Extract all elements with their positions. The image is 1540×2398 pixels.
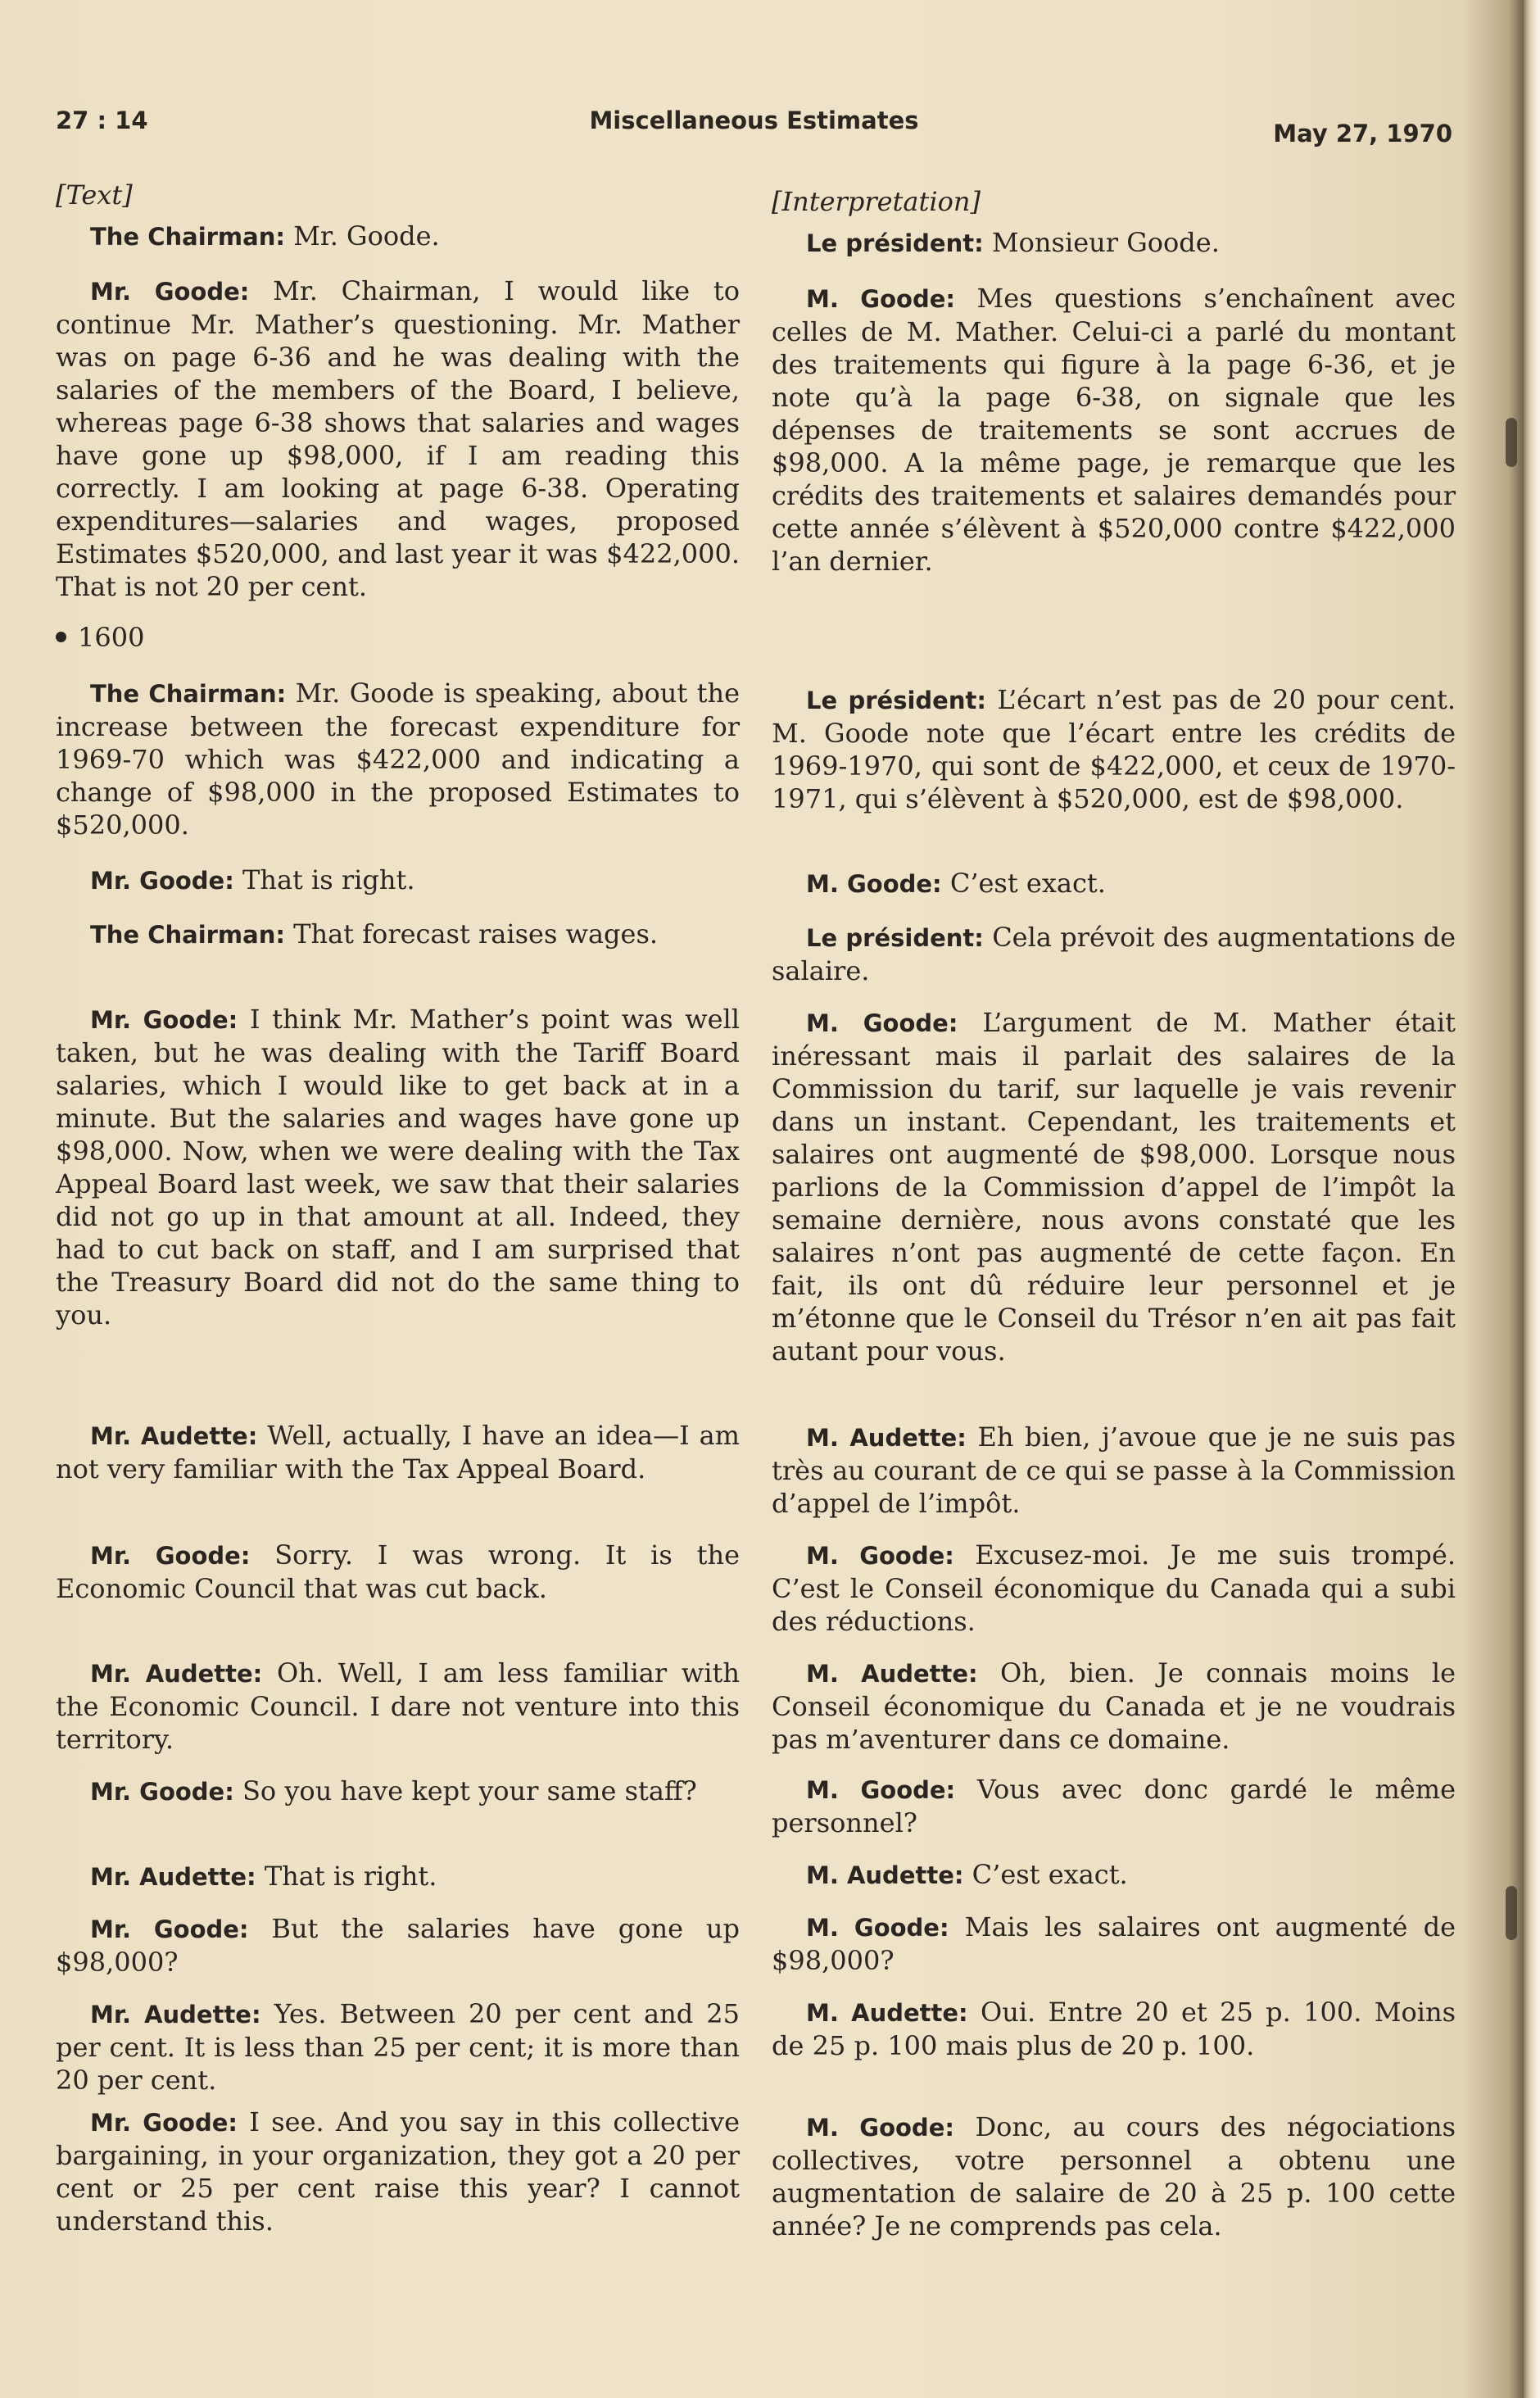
speech-paragraph bbox=[56, 1657, 740, 1756]
speaker-name: Mr. Goode: bbox=[90, 1915, 249, 1943]
speech-paragraph bbox=[772, 1006, 1456, 1367]
speech-paragraph bbox=[56, 1003, 740, 1331]
speaker-name: M. Goode: bbox=[806, 1776, 956, 1804]
speech-text: Excusez-moi. Je me suis trompé. C’est le Conseil économique du Canada qui a subi des réductions. bbox=[772, 1539, 1456, 1637]
speaker-name: Mr. Audette: bbox=[90, 1660, 263, 1688]
speech-text: Monsieur Goode. bbox=[991, 227, 1220, 258]
speech-paragraph bbox=[772, 226, 1456, 260]
speaker-name: Mr. Audette: bbox=[90, 2001, 261, 2029]
page-date: May 27, 1970 bbox=[1273, 120, 1452, 147]
speech-paragraph bbox=[772, 683, 1456, 815]
speech-text: C’est exact. bbox=[972, 1859, 1128, 1890]
speech-text: I see. And you say in this collective bargaining, in your organization, they got a 20 per cent or 25 per cent raise this year? I cannot understand this. bbox=[56, 2106, 741, 2237]
speech-paragraph bbox=[772, 2110, 1456, 2242]
speech-text: Oh, bien. Je connais moins le Conseil économique du Canada et je ne voudrais pas m’aventurer dans ce domaine. bbox=[772, 1657, 1456, 1755]
speech-paragraph bbox=[56, 1775, 740, 1808]
speaker-name: Mr. Goode: bbox=[90, 2109, 238, 2137]
speech-text: Cela prévoit des augmentations de salaire. bbox=[772, 922, 1456, 986]
column-label: [Text] bbox=[56, 179, 133, 211]
speech-paragraph bbox=[56, 1997, 740, 2097]
speaker-name: M. Goode: bbox=[806, 1009, 958, 1037]
speech-paragraph bbox=[772, 1996, 1456, 2062]
speech-text: L’écart n’est pas de 20 pour cent. M. Goode note que l’écart entre les crédits de 1969-1970, qui sont de $422,000, et ceux de 1970-1971, qui s’élèvent à $520,000, est de $98,000. bbox=[772, 684, 1456, 814]
speech-text: L’argument de M. Mather était inéressant mais il parlait des salaires de la Commission du tarif, sur laquelle je vais revenir dans un instant. Cependant, les traitements et salaires ont augmenté de $98,000. Lorsque nous parlions de la Commission d’appel de l’impôt la semaine dernière, nous avons constaté que les salaires n’ont pas augmenté de cette façon. En fait, ils ont dû réduire leur personnel et je m’étonne que le Conseil du Trésor n’en ait pas fait autant pour vous. bbox=[772, 1007, 1456, 1367]
speaker-name: M. Goode: bbox=[806, 1542, 954, 1570]
speaker-name: The Chairman: bbox=[90, 680, 287, 708]
speech-paragraph bbox=[56, 2106, 740, 2237]
time-marker bbox=[56, 621, 144, 654]
speaker-name: Mr. Goode: bbox=[90, 867, 234, 895]
speech-paragraph bbox=[772, 1421, 1456, 1520]
speaker-name: M. Goode: bbox=[806, 2114, 954, 2142]
column-label: [Interpretation] bbox=[772, 186, 981, 217]
speech-text: That is right. bbox=[264, 1861, 437, 1892]
page-number: 27 : 14 bbox=[56, 107, 148, 134]
speech-text: Eh bien, j’avoue que je ne suis pas très au courant de ce qui se passe à la Commission d’appel de l’impôt. bbox=[772, 1421, 1456, 1519]
speaker-name: Le président: bbox=[806, 924, 984, 952]
speaker-name: M. Audette: bbox=[806, 1999, 968, 2027]
binding-ring bbox=[1506, 1886, 1517, 1940]
speech-text: That forecast raises wages. bbox=[293, 918, 659, 950]
speech-paragraph bbox=[56, 274, 740, 603]
speaker-name: Mr. Goode: bbox=[90, 1006, 238, 1034]
speech-text: I think Mr. Mather’s point was well taken, but he was dealing with the Tariff Board salaries, which I would like to get back at in a minute. But the salaries and wages have gone up $98,000. Now, when we were dealing with the Tax Appeal Board last week, we saw that their salaries did not go up in that amount at all. Indeed, they had to cut back on staff, and I am surprised that the Treasury Board did not do the same thing to you. bbox=[56, 1004, 741, 1330]
speaker-name: M. Goode: bbox=[806, 285, 955, 313]
speech-paragraph bbox=[56, 1860, 740, 1893]
speech-paragraph bbox=[772, 867, 1456, 900]
speech-paragraph bbox=[772, 1911, 1456, 1977]
speech-paragraph bbox=[772, 1773, 1456, 1839]
speech-text: Mr. Chairman, I would like to continue Mr. Mather’s questioning. Mr. Mather was on page 6-36 and he was dealing with the salaries of the members of the Board, I believe, whereas page 6-38 shows that salaries and wages have gone up $98,000, if I am reading this correctly. I am looking at page 6-38. Operating expenditures—salaries and wages, proposed Estimates $520,000, and last year it was $422,000. That is not 20 per cent. bbox=[56, 275, 741, 602]
speech-text: But the salaries have gone up $98,000? bbox=[56, 1913, 741, 1978]
speech-paragraph bbox=[772, 1657, 1456, 1756]
page-header bbox=[56, 107, 1452, 156]
speech-paragraph bbox=[56, 918, 740, 951]
speech-text: That is right. bbox=[242, 864, 415, 895]
time-marker-text: 1600 bbox=[78, 622, 145, 653]
speaker-name: Mr. Goode: bbox=[90, 278, 250, 306]
speaker-name: Le président: bbox=[806, 687, 986, 714]
speaker-name: M. Goode: bbox=[806, 1914, 949, 1942]
section-title: Miscellaneous Estimates bbox=[589, 107, 919, 134]
speech-text: Donc, au cours des négociations collectives, votre personnel a obtenu une augmentation de salaire de 20 à 25 p. 100 cette année? Je ne comprends pas cela. bbox=[772, 2111, 1456, 2242]
speech-paragraph bbox=[56, 1912, 740, 1979]
speech-paragraph bbox=[56, 864, 740, 897]
speaker-name: Mr. Goode: bbox=[90, 1778, 234, 1806]
speech-paragraph bbox=[56, 1419, 740, 1485]
speech-text: Well, actually, I have an idea—I am not very familiar with the Tax Appeal Board. bbox=[56, 1420, 740, 1485]
speech-text: Mr. Goode. bbox=[293, 220, 440, 252]
speaker-name: The Chairman: bbox=[90, 223, 285, 251]
speech-paragraph bbox=[772, 1539, 1456, 1638]
speech-text: Yes. Between 20 per cent and 25 per cent. It is less than 25 per cent; it is more than 20 per cent. bbox=[56, 1998, 741, 2096]
speaker-name: Mr. Audette: bbox=[90, 1863, 256, 1891]
speaker-name: Mr. Goode: bbox=[90, 1542, 251, 1570]
speech-paragraph bbox=[772, 282, 1456, 578]
book-binding-edge bbox=[1524, 0, 1540, 2398]
speech-text: Mr. Goode is speaking, about the increase between the forecast expenditure for 1969-70 which was $422,000 and indicating a change of $98,000 in the proposed Estimates to $520,000. bbox=[56, 678, 741, 841]
speaker-name: Mr. Audette: bbox=[90, 1422, 258, 1450]
speaker-name: Le président: bbox=[806, 229, 984, 257]
speech-text: So you have kept your same staff? bbox=[242, 1775, 697, 1806]
speech-text: C’est exact. bbox=[949, 868, 1106, 899]
speech-paragraph bbox=[56, 677, 740, 841]
speaker-name: M. Audette: bbox=[806, 1861, 964, 1889]
speech-text: Mes questions s’enchaînent avec celles de M. Mather. Celui-ci a parlé du montant des traitements qui figure à la page 6-36, et je note qu’à la page 6-38, on signale que les dépenses de traitements se sont accrues de $98,000. A la même page, je remarque que les crédits des traitements et salaires demandés pour cette année s’élèvent à $520,000 contre $422,000 l’an dernier. bbox=[772, 283, 1456, 577]
binding-ring bbox=[1506, 418, 1517, 467]
bullet-icon bbox=[56, 632, 66, 642]
speech-text: Oui. Entre 20 et 25 p. 100. Moins de 25 p. 100 mais plus de 20 p. 100. bbox=[772, 1997, 1456, 2061]
speaker-name: M. Audette: bbox=[806, 1660, 978, 1688]
speech-text: Mais les salaires ont augmenté de $98,000? bbox=[772, 1911, 1456, 1976]
speech-paragraph bbox=[772, 921, 1456, 987]
speech-text: Vous avec donc gardé le même personnel? bbox=[772, 1774, 1456, 1838]
speaker-name: M. Audette: bbox=[806, 1424, 967, 1452]
speech-text: Oh. Well, I am less familiar with the Economic Council. I dare not venture into this territory. bbox=[56, 1657, 740, 1755]
speech-paragraph bbox=[56, 220, 740, 253]
speaker-name: M. Goode: bbox=[806, 870, 942, 898]
speaker-name: The Chairman: bbox=[90, 921, 285, 949]
speech-text: Sorry. I was wrong. It is the Economic Council that was cut back. bbox=[56, 1539, 741, 1604]
speech-paragraph bbox=[56, 1539, 740, 1605]
speech-paragraph bbox=[772, 1858, 1456, 1892]
